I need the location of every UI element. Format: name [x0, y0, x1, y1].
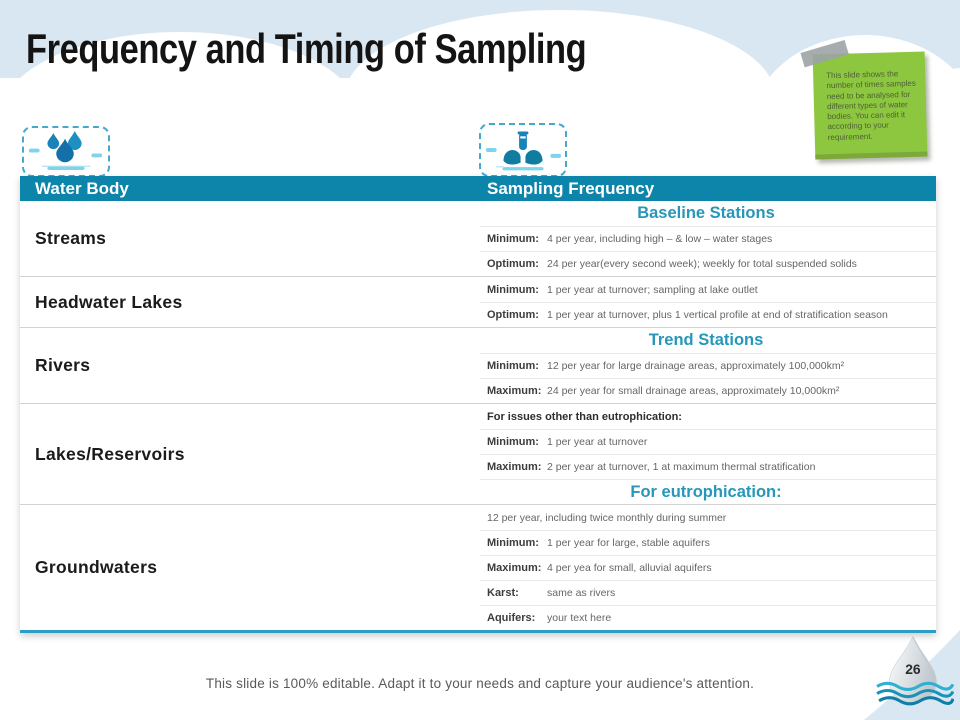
sampling-frequency-icon-box — [479, 123, 567, 177]
frequency-label: Minimum: — [487, 537, 539, 549]
frequency-value: 4 per year, including high – & low – water stages — [547, 233, 773, 245]
table-header-row — [20, 176, 936, 201]
frequency-row — [480, 353, 936, 378]
frequency-value: 12 per year for large drainage areas, approximately 100,000km² — [547, 360, 845, 372]
frequency-value: 4 per yea for small, alluvial aquifers — [547, 562, 712, 574]
frequency-row — [480, 251, 936, 276]
frequency-value: 24 per year for small drainage areas, approximately 10,000km² — [547, 385, 840, 397]
frequency-row — [480, 605, 936, 630]
frequency-row — [480, 580, 936, 605]
frequency-row — [480, 429, 936, 454]
table-section — [20, 403, 936, 504]
footer-note: This slide is 100% editable. Adapt it to your needs and capture your audience's attention. — [205, 676, 755, 691]
water-drop-logo-icon — [876, 634, 954, 708]
frequency-cell — [480, 328, 936, 403]
frequency-label: Minimum: — [487, 436, 539, 448]
frequency-label: Maximum: — [487, 461, 542, 473]
sticky-note — [813, 52, 928, 160]
frequency-label: Minimum: — [487, 233, 539, 245]
frequency-label: Maximum: — [487, 562, 542, 574]
section-header: Trend Stations — [648, 331, 764, 349]
hands-test-tube-icon — [481, 125, 565, 175]
frequency-note: For issues other than eutrophication: — [487, 410, 682, 423]
header-water-body: Water Body — [35, 178, 129, 198]
frequency-label: Karst: — [487, 587, 519, 599]
frequency-row — [480, 555, 936, 580]
header-sampling-frequency: Sampling Frequency — [487, 178, 655, 198]
table-section — [20, 201, 936, 276]
frequency-label: Minimum: — [487, 283, 539, 296]
frequency-row — [480, 302, 936, 327]
frequency-cell — [480, 201, 936, 276]
frequency-value: 2 per year at turnover, 1 at maximum thermal stratification — [547, 461, 816, 473]
sticky-note-text: This slide shows the number of times samples need to be analysed for different types of water bodies. You can edit it according to your requirement. — [826, 69, 916, 142]
frequency-value: 1 per year at turnover; sampling at lake outlet — [547, 283, 758, 296]
frequency-label: Minimum: — [487, 360, 539, 372]
water-body-cell: Headwater Lakes — [35, 291, 183, 312]
frequency-label: Maximum: — [487, 385, 542, 397]
page-logo — [876, 634, 954, 708]
frequency-row — [480, 454, 936, 479]
frequency-value: 1 per year at turnover — [547, 436, 648, 448]
section-header: For eutrophication: — [480, 479, 936, 504]
page-title: Frequency and Timing of Sampling — [26, 25, 587, 72]
frequency-value: your text here — [547, 612, 612, 624]
frequency-label: Optimum: — [487, 258, 539, 270]
section-header: Baseline Stations — [637, 204, 775, 222]
table-section — [20, 327, 936, 403]
frequency-row — [480, 226, 936, 251]
frequency-cell — [480, 404, 936, 504]
frequency-label: Aquifers: — [487, 612, 536, 624]
frequency-value: 24 per year(every second week); weekly for total suspended solids — [547, 258, 857, 270]
frequency-value: 1 per year at turnover, plus 1 vertical profile at end of stratification season — [547, 309, 888, 321]
frequency-cell — [480, 505, 936, 630]
water-drops-icon — [24, 128, 108, 175]
frequency-row — [480, 378, 936, 403]
water-body-icon-box — [22, 126, 110, 177]
water-body-cell: Streams — [35, 228, 107, 248]
water-body-cell: Rivers — [35, 355, 91, 375]
table-body — [20, 201, 936, 630]
table-section — [20, 504, 936, 630]
frequency-row — [480, 277, 936, 302]
frequency-label: Optimum: — [487, 309, 539, 321]
frequency-cell — [480, 277, 936, 327]
frequency-value: same as rivers — [547, 587, 616, 599]
water-body-cell: Lakes/Reservoirs — [35, 443, 185, 464]
frequency-value: 1 per year for large, stable aquifers — [547, 537, 710, 549]
sampling-table — [20, 176, 936, 633]
frequency-row: 12 per year, including twice monthly during summer — [487, 511, 727, 524]
water-body-cell: Groundwaters — [35, 557, 158, 577]
frequency-row — [480, 530, 936, 555]
page-number: 26 — [905, 661, 921, 678]
table-section — [20, 276, 936, 327]
